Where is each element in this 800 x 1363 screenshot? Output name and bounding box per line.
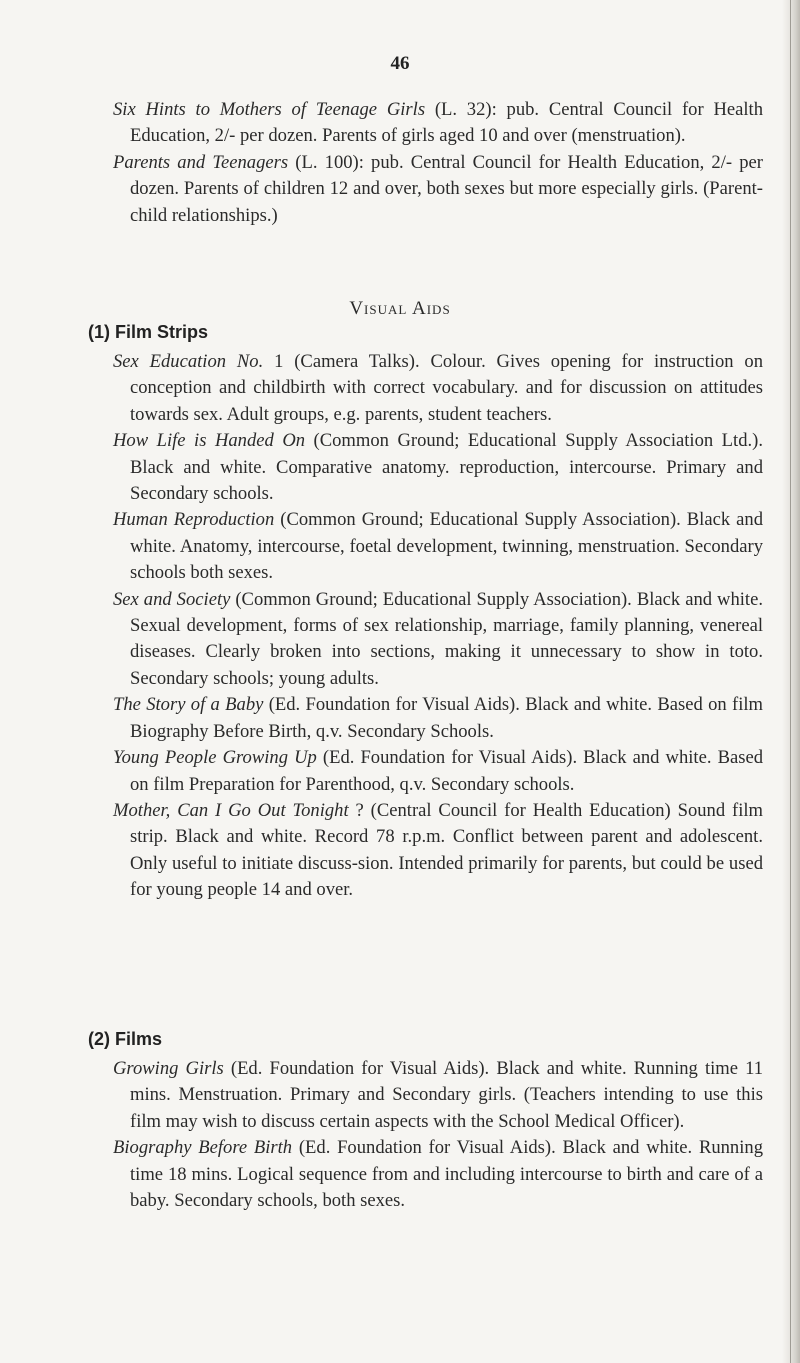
list-item bbox=[113, 507, 763, 586]
list-item bbox=[113, 692, 763, 745]
list-item bbox=[113, 587, 763, 693]
list-item bbox=[113, 428, 763, 507]
entry-text: (Ed. Foundation for Visual Aids). Black and white. Based on film Preparation for Parenthood, q.v. Secondary schools. bbox=[130, 747, 764, 795]
list-item bbox=[113, 1056, 763, 1135]
entry-text: (Common Ground; Educational Supply Association Ltd.). Black and white. Comparative anatomy. reproduction, intercourse. Primary and Secondary schools. bbox=[130, 430, 763, 505]
entry-text: ? (Central Council for Health Education) Sound film strip. Black and white. Record 78 r.p.m. Conflict between parent and adolescent. Only useful to initiate discuss-sion. Intended primarily for parents, but could be used for young people 14 and over. bbox=[130, 799, 763, 901]
list-item bbox=[113, 349, 763, 428]
entry-title: The Story of a Baby bbox=[113, 694, 264, 716]
intro-section bbox=[113, 97, 763, 229]
films-list bbox=[113, 1056, 763, 1214]
page-edge-line bbox=[790, 0, 791, 1363]
entry-text: (Ed. Foundation for Visual Aids). Black and white. Running time 11 mins. Menstruation. Primary and Secondary girls. (Teachers intending to use this film may wish to discuss certain aspects with the School Medical Officer). bbox=[130, 1058, 764, 1132]
entry-text: (L. 32): pub. Central Council for Health Education, 2/- per dozen. Parents of girls aged 10 and over (menstruation). bbox=[130, 99, 764, 147]
entry-title: Growing Girls bbox=[113, 1058, 224, 1079]
subheading-films: (2) Films bbox=[88, 1029, 163, 1049]
film-strips-list bbox=[113, 349, 763, 904]
entry-title: How Life is Handed On bbox=[113, 430, 306, 452]
entry-title: Human Reproduction bbox=[113, 509, 275, 531]
list-item bbox=[113, 1135, 763, 1214]
list-item bbox=[113, 798, 763, 904]
section-heading-visual-aids: Visual Aids bbox=[349, 298, 451, 319]
entry-text: (Ed. Foundation for Visual Aids). Black and white. Running time 18 mins. Logical sequence from and including intercourse to birth and care of a baby. Secondary schools, both sexes. bbox=[130, 1137, 763, 1212]
entry-title: Sex Education No. bbox=[113, 351, 264, 372]
page-number: 46 bbox=[390, 53, 410, 74]
entry-text: (L. 100): pub. Central Council for Health Education, 2/- per dozen. Parents of children 12 and over, both sexes but more especially girls. (Parent-child relationships.) bbox=[130, 151, 763, 226]
list-item bbox=[113, 97, 763, 150]
list-item bbox=[113, 150, 763, 229]
entry-title: Young People Growing Up bbox=[113, 747, 317, 769]
entry-title: Mother, Can I Go Out Tonight bbox=[113, 799, 349, 821]
entry-text: (Common Ground; Educational Supply Association). Black and white. Anatomy, intercourse, foetal development, twinning, menstruation. Secondary schools both sexes. bbox=[130, 509, 763, 584]
list-item bbox=[113, 745, 763, 798]
entry-title: Parents and Teenagers bbox=[113, 151, 289, 173]
subheading-film-strips: (1) Film Strips bbox=[88, 322, 209, 342]
entry-text: 1 (Camera Talks). Colour. Gives opening for instruction on conception and childbirth with correct vocabulary. and for discussion on attitudes towards sex. Adult groups, e.g. parents, student teachers. bbox=[130, 351, 763, 425]
page-edge-shadow bbox=[782, 0, 800, 1363]
entry-title: Sex and Society bbox=[113, 588, 231, 610]
entry-title: Six Hints to Mothers of Teenage Girls bbox=[113, 99, 426, 120]
entry-text: (Ed. Foundation for Visual Aids). Black and white. Based on film Biography Before Birth, q.v. Secondary Schools. bbox=[130, 694, 764, 742]
entry-title: Biography Before Birth bbox=[113, 1137, 293, 1159]
entry-text: (Common Ground; Educational Supply Association). Black and white. Sexual development, forms of sex relationship, marriage, family planning, venereal diseases. Clearly broken into sections, making it unnecessary to show in toto. Secondary schools; young adults. bbox=[130, 588, 763, 689]
